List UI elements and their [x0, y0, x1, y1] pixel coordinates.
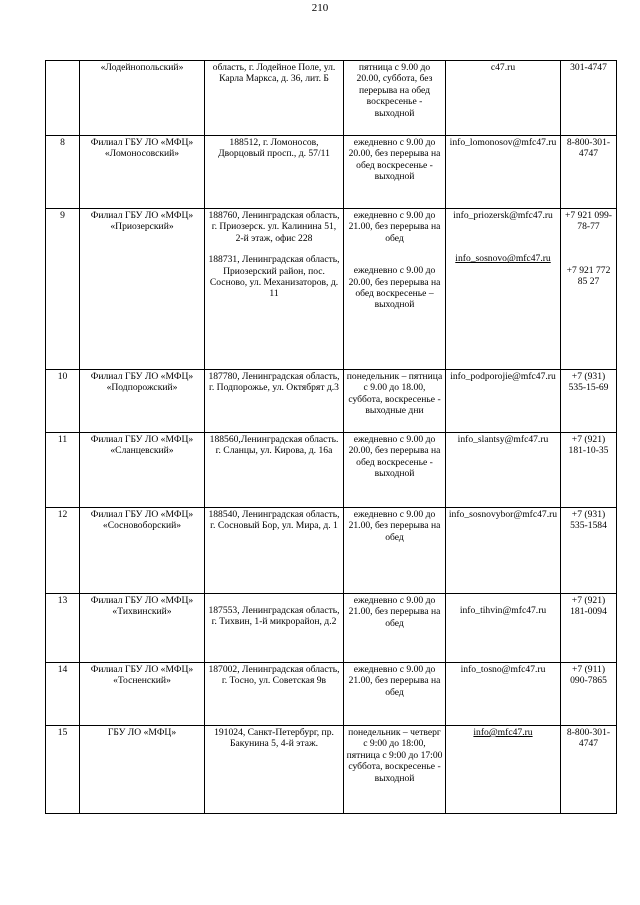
table-row — [46, 433, 617, 508]
row-number: 12 — [46, 508, 80, 594]
branch-name: Филиал ГБУ ЛО «МФЦ» «Ломоносовский» — [80, 136, 205, 209]
branch-hours: понедельник – пятница с 9.00 до 18.00, суббота, воскресенье - выходные дни — [344, 370, 446, 433]
branch-email: info_sosnovybor@mfc47.ru — [446, 508, 561, 594]
branch-address: 187002, Ленинградская область, г. Тосно, ул. Советская 9в — [205, 663, 344, 726]
branch-email: info_podporojie@mfc47.ru — [446, 370, 561, 433]
branch-email-link[interactable]: info_sosnovo@mfc47.ru — [455, 253, 551, 265]
table-row — [46, 594, 617, 663]
page-number: 210 — [311, 2, 329, 14]
row-number: 8 — [46, 136, 80, 209]
branch-hours: ежедневно с 9.00 до 21.00, без перерыва на обед — [344, 663, 446, 726]
row-number: 11 — [46, 433, 80, 508]
branch-hours: ежедневно с 9.00 до 20.00, без перерыва на обед воскресенье – выходной — [348, 265, 441, 311]
branch-phone: +7 921 099-78-77 — [565, 210, 612, 233]
branch-name: Филиал ГБУ ЛО «МФЦ» «Подпорожский» — [80, 370, 205, 433]
row-number: 15 — [46, 726, 80, 814]
branch-email: info_lomonosov@mfc47.ru — [446, 136, 561, 209]
branch-name: Филиал ГБУ ЛО «МФЦ» «Сланцевский» — [80, 433, 205, 508]
branch-hours: ежедневно с 9.00 до 21.00, без перерыва на обед — [344, 594, 446, 663]
branch-address: 188760, Ленинградская область, г. Приозерск. ул. Калинина 51, 2-й этаж, офис 228 — [208, 210, 340, 244]
branch-address: 188512, г. Ломоносов, Дворцовый просп., д. 57/11 — [205, 136, 344, 209]
table-row — [46, 663, 617, 726]
table-row — [46, 508, 617, 594]
branch-name: Филиал ГБУ ЛО «МФЦ» «Сосновоборский» — [80, 508, 205, 594]
branch-phone: 301-4747 — [561, 61, 617, 136]
branch-phone: +7 921 772 85 27 — [566, 264, 611, 288]
branch-name: Филиал ГБУ ЛО «МФЦ» «Тихвинский» — [80, 594, 205, 663]
branch-address: 188560,Ленинградская область. г. Сланцы, ул. Кирова, д. 16а — [205, 433, 344, 508]
branch-email-cell — [446, 209, 561, 370]
branch-phone: 8-800-301-4747 — [561, 136, 617, 209]
branch-email: info_slantsy@mfc47.ru — [446, 433, 561, 508]
branch-address: 188540, Ленинградская область, г. Сосновый Бор, ул. Мира, д. 1 — [205, 508, 344, 594]
row-number: 13 — [46, 594, 80, 663]
branch-email: info_tosno@mfc47.ru — [446, 663, 561, 726]
branch-phone: +7 (921) 181-0094 — [561, 594, 617, 663]
branch-phone: +7 (921) 181-10-35 — [561, 433, 617, 508]
branch-address: 187553, Ленинградская область, г. Тихвин, 1-й микрорайон, д.2 — [208, 605, 340, 628]
branch-name: ГБУ ЛО «МФЦ» — [80, 726, 205, 814]
branch-email-cell — [446, 594, 561, 663]
branch-hours: ежедневно с 9.00 до 20.00, без перерыва на обед воскресенье - выходной — [344, 136, 446, 209]
branch-phone: +7 (931) 535-15-69 — [561, 370, 617, 433]
branch-address-cell — [205, 594, 344, 663]
branch-hours: ежедневно с 9.00 до 20.00, без перерыва на обед воскресенье - выходной — [344, 433, 446, 508]
branch-hours: понедельник – четверг с 9:00 до 18:00, пятница с 9:00 до 17:00 суббота, воскресенье - выходной — [344, 726, 446, 814]
mfc-branches-table — [45, 60, 617, 814]
branch-phone-cell — [561, 209, 617, 370]
branch-hours: ежедневно с 9.00 до 21.00, без перерыва на обед — [348, 210, 441, 244]
branch-name: Филиал ГБУ ЛО «МФЦ» «Приозерский» — [80, 209, 205, 370]
branch-address: 187780, Ленинградская область, г. Подпорожье, ул. Октябрят д.3 — [205, 370, 344, 433]
branch-hours: пятница с 9.00 до 20.00, суббота, без перерыва на обед воскресенье - выходной — [344, 61, 446, 136]
table-row — [46, 209, 617, 370]
branch-hours: ежедневно с 9.00 до 21.00, без перерыва на обед — [344, 508, 446, 594]
table-row — [46, 61, 617, 136]
branch-hours-cell — [344, 209, 446, 370]
table-row — [46, 136, 617, 209]
branch-email: info_priozersk@mfc47.ru — [453, 210, 553, 221]
row-number: 14 — [46, 663, 80, 726]
branch-email: c47.ru — [446, 61, 561, 136]
row-number: 9 — [46, 209, 80, 370]
table-row — [46, 370, 617, 433]
branch-phone: 8-800-301-4747 — [561, 726, 617, 814]
branch-address: область, г. Лодейное Поле, ул. Карла Маркса, д. 36, лит. Б — [205, 61, 344, 136]
branch-address: 191024, Санкт-Петербург, пр. Бакунина 5, 4-й этаж. — [205, 726, 344, 814]
branch-name: «Лодейнопольский» — [80, 61, 205, 136]
branch-email-cell — [446, 726, 561, 814]
branch-email: info_tihvin@mfc47.ru — [459, 605, 547, 616]
branch-phone: +7 (931) 535-1584 — [561, 508, 617, 594]
branch-phone: +7 (911) 090-7865 — [561, 663, 617, 726]
table-row — [46, 726, 617, 814]
row-number — [46, 61, 80, 136]
row-number: 10 — [46, 370, 80, 433]
branch-address-cell — [205, 209, 344, 370]
branch-name: Филиал ГБУ ЛО «МФЦ» «Тосненский» — [80, 663, 205, 726]
branch-email-link[interactable]: info@mfc47.ru — [473, 727, 533, 738]
branch-address: 188731, Ленинградская область, Приозерский район, пос. Сосново, ул. Механизаторов, д. 11 — [208, 254, 340, 300]
